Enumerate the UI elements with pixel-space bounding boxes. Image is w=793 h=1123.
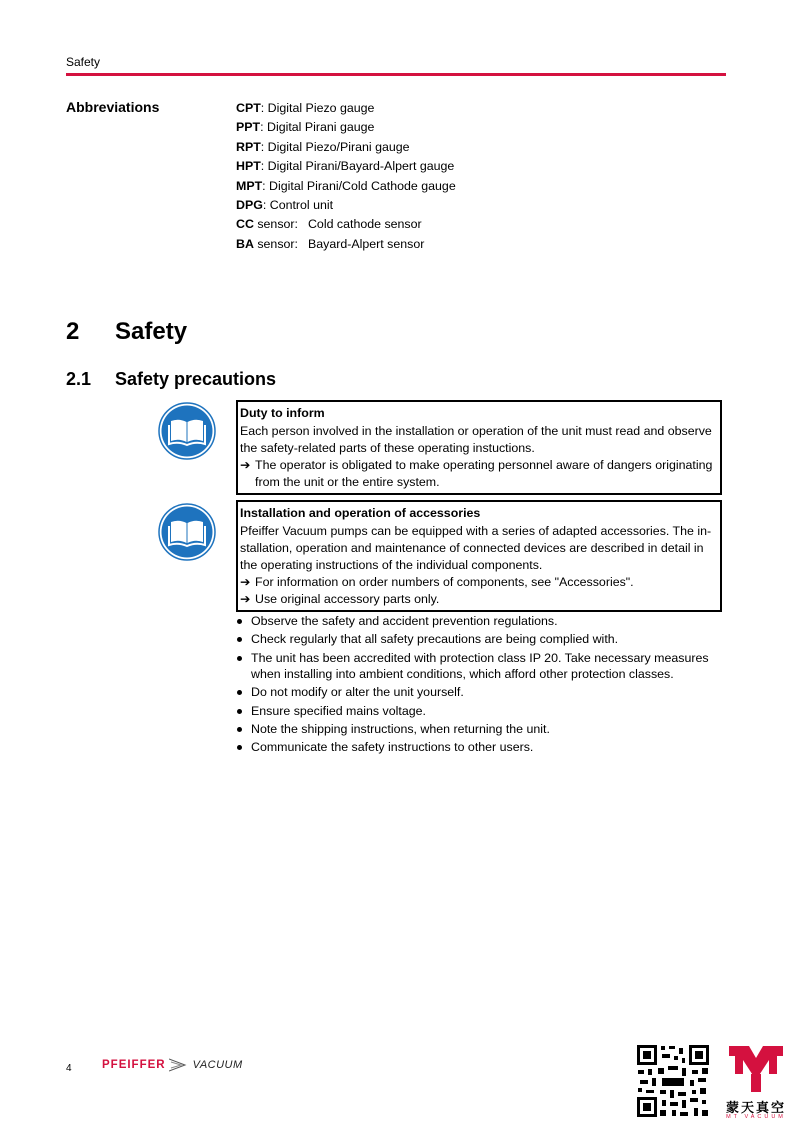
abbreviation-item: BA sensor: Bayard-Alpert sensor xyxy=(236,236,425,251)
abbreviations-list xyxy=(236,99,456,254)
abbreviation-item: PPT: Digital Pirani gauge xyxy=(236,120,375,135)
arrow-icon: ➔ xyxy=(240,592,251,606)
arrow-icon: ➔ xyxy=(240,458,251,472)
note-arrow-item: ➔ The operator is obligated to make operating personnel aware of dangers originating from the unit or the entire system. xyxy=(240,458,713,489)
read-manual-icon xyxy=(158,503,216,561)
running-header: Safety xyxy=(66,55,101,69)
arrow-icon: ➔ xyxy=(240,575,251,589)
abbreviation-item: MPT: Digital Pirani/Cold Cathode gauge xyxy=(236,178,456,193)
subsection-heading: 2.1 Safety precautions xyxy=(66,369,277,389)
list-item: The unit has been accredited with protection class IP 20. Take necessary measures when installing into ambient conditions, which afford other protection classes. xyxy=(236,650,726,682)
page-number: 4 xyxy=(66,1063,72,1074)
mt-logo-chinese-text: 蒙天真空 xyxy=(725,1100,786,1115)
list-item: Ensure specified mains voltage. xyxy=(236,703,726,719)
note-arrow-item: ➔ For information on order numbers of components, see "Accessories". xyxy=(240,575,634,589)
safety-bullet-list xyxy=(236,613,726,758)
abbreviation-item: HPT: Digital Pirani/Bayard-Alpert gauge xyxy=(236,159,455,174)
header-rule xyxy=(66,73,726,76)
list-item: Note the shipping instructions, when returning the unit. xyxy=(236,721,726,737)
mt-logo-mark-icon xyxy=(719,1044,793,1096)
list-item: Communicate the safety instructions to other users. xyxy=(236,739,726,755)
list-item: Observe the safety and accident prevention regulations. xyxy=(236,613,726,629)
abbreviation-item: DPG: Control unit xyxy=(236,197,334,212)
qr-code xyxy=(636,1044,710,1118)
pfeiffer-swoosh-icon xyxy=(169,1058,189,1072)
abbreviation-item: CC sensor: Cold cathode sensor xyxy=(236,217,422,232)
abbreviations-heading: Abbreviations xyxy=(66,99,160,115)
note-duty-to-inform xyxy=(236,400,722,495)
note-body: Pfeiffer Vacuum pumps can be equipped with a series of adapted accessories. The in-stallation, operation and maintenance of connected devices are described in detail in the operating instructions of the individual components. xyxy=(240,524,712,572)
note-arrow-item: ➔ Use original accessory parts only. xyxy=(240,592,440,606)
abbreviation-item: CPT: Digital Piezo gauge xyxy=(236,101,375,115)
note-title: Installation and operation of accessories xyxy=(240,506,481,520)
note-title: Duty to inform xyxy=(240,406,325,420)
pfeiffer-logo: PFEIFFER VACUUM xyxy=(102,1059,243,1071)
section-heading: 2 Safety xyxy=(66,318,188,345)
list-item: Do not modify or alter the unit yourself. xyxy=(236,684,726,700)
note-body: Each person involved in the installation or operation of the unit must read and observe the safety-related parts of these operating instuctions. xyxy=(240,424,712,455)
abbreviation-item: RPT: Digital Piezo/Pirani gauge xyxy=(236,139,410,154)
note-accessories xyxy=(236,500,722,612)
list-item: Check regularly that all safety precautions are being complied with. xyxy=(236,631,726,647)
read-manual-icon xyxy=(158,402,216,460)
mt-logo-english-text: MT VACUUM xyxy=(726,1114,786,1120)
